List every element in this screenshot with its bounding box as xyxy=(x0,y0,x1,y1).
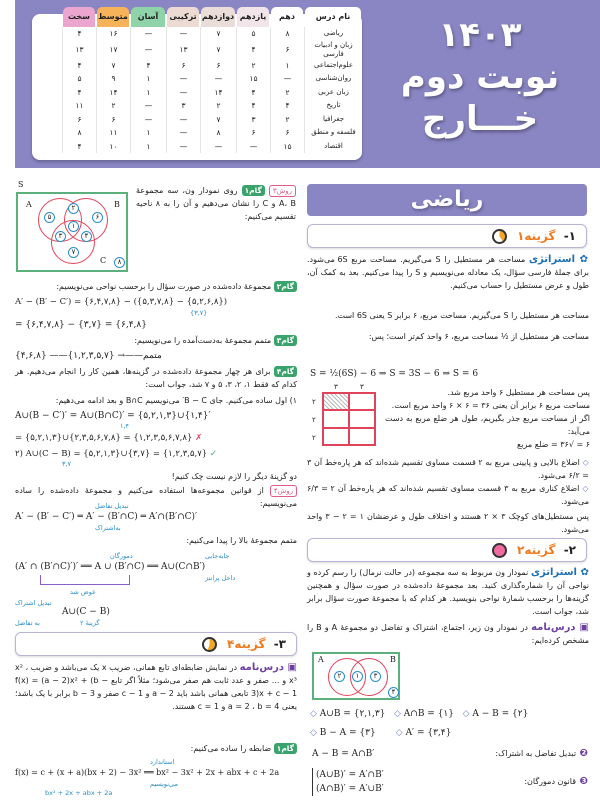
q2-lesson xyxy=(307,621,589,647)
q3-number: ۳- xyxy=(273,637,286,651)
table-cell: ۱ xyxy=(130,140,166,154)
grid-top-label: ۳ xyxy=(334,383,338,391)
table-cell: — xyxy=(236,140,270,154)
table-cell: ۶ xyxy=(62,113,96,127)
exam-location: خـــارج xyxy=(421,99,539,139)
option1-eq1: A∪(B − C′)′ = A∪(B∩C)′ = {۵,۲,۱,۳}∪{۱,۴}′ xyxy=(15,411,211,421)
table-cell: — xyxy=(200,72,236,86)
table-cell: — xyxy=(166,27,200,41)
region-number: ۱ xyxy=(352,671,363,682)
label-c: C xyxy=(100,256,107,265)
hatched-rectangle xyxy=(323,393,349,410)
q3-answer-bar xyxy=(15,632,297,656)
q2-lesson-text: در نمودار ون زیر، اجتماع، اشتراک و تفاضل دو مجموعهٔ A و B را مشخص کرده‌ایم: xyxy=(307,623,589,645)
table-cell: ۱۵ xyxy=(270,140,304,154)
table-row-label: ریاضی xyxy=(304,27,362,41)
table-cell: ۴ xyxy=(62,59,96,73)
q1-number: ۱- xyxy=(563,229,576,243)
method4-eq2: (A′ ∩ (B′∩C)′)′ ══ A ∪ (B′∩C) ══ A∪(C∩B′) xyxy=(15,562,206,572)
subject-title: ریاضی xyxy=(307,184,587,216)
option2-eq: ۲) A∪(C − B) = {۵,۲,۱,۳}∪{۳,۷} = {۱,۲,۳,۵,۷} ✓ xyxy=(15,449,218,459)
q1-line2: مساحت هر مستطیل از ½ مساحت مربع، ۶ واحد کم‌تر است؛ پس: xyxy=(368,332,589,341)
step-badge: گام۱ xyxy=(274,743,297,754)
region-number: ۸ xyxy=(114,257,125,268)
table-cell: ۱۳ xyxy=(62,41,96,59)
table-cell: ۱۴ xyxy=(96,86,130,100)
region-number: ۶ xyxy=(92,212,103,223)
table-cell: ۳ xyxy=(166,99,200,113)
table-cell: ۱۶ xyxy=(96,27,130,41)
arrow-label-top: تبدیل تفاضل xyxy=(95,502,129,510)
table-cell: ۲ xyxy=(270,86,304,100)
method4-text: روش۴ از قوانین مجموعه‌ها استفاده می‌کنیم و مجموعهٔ داده‌شده را ساده می‌نویسیم: xyxy=(15,486,297,508)
table-cell: — xyxy=(166,72,200,86)
q1-para-line: اگر از مساحت مربع جذر بگیریم، طول هر ضلع مربع به دست می‌آید: xyxy=(385,414,590,436)
table-cell: ۴ xyxy=(270,99,304,113)
table-cell: ۲ xyxy=(236,59,270,73)
set-facts: ◇ A∪B = {۲,۱,۳} ◇ A∩B = {۱} ◇ A − B = {۲} xyxy=(310,709,529,719)
region-number: ۲ xyxy=(68,203,79,214)
exam-year: ۱۴۰۳ xyxy=(438,15,522,55)
eq3-label-bottom: به تفاضل xyxy=(15,619,40,627)
demorgan-eq2: (A∩B)′ = A′∪B′ xyxy=(316,784,384,794)
q1-paragraph xyxy=(385,386,590,451)
step-badge: گام۴ xyxy=(274,366,297,377)
q3-brace: bx² + 2x + abx + 2a xyxy=(45,789,113,797)
q2-number: ۲- xyxy=(563,543,576,557)
swap-label-top: جابه‌جایی xyxy=(205,552,230,560)
q1-answer: گزینه۱ xyxy=(517,229,556,243)
label-s: S xyxy=(18,180,24,189)
grid-cell xyxy=(323,428,349,445)
q1-para-line: پس مساحت هر مستطیل ۶ واحد مربع شد. xyxy=(447,388,590,397)
table-cell: — xyxy=(166,113,200,127)
q1-answer-bar xyxy=(307,224,587,248)
q1-line1: مساحت هر مستطیل را S می‌گیریم. مساحت مربع، ۶ برابر S یعنی 6S است. xyxy=(334,311,589,320)
table-cell: ۸ xyxy=(62,126,96,140)
table-cell: ۱۰ xyxy=(96,140,130,154)
table-cell: — xyxy=(200,140,236,154)
q1-bullets xyxy=(307,456,589,536)
table-cell: ۲ xyxy=(200,99,236,113)
option1-text: ۱) اول ساده می‌کنیم. جای B − C′ می‌نویسیم B∩C و بعد ادامه می‌دهیم: xyxy=(55,396,297,405)
table-cell: ۵ xyxy=(236,27,270,41)
fact-union: A∪B = {۲,۱,۳} xyxy=(319,709,386,719)
table-cell: — xyxy=(166,140,200,154)
eq3-note: گزینهٔ ۲ xyxy=(80,619,100,627)
table-cell: ۸ xyxy=(200,126,236,140)
table-header: نام درس xyxy=(305,7,361,27)
table-cell: ۸ xyxy=(270,27,304,41)
table-cell: ۶ xyxy=(200,59,236,73)
table-row-label: جغرافیا xyxy=(304,113,362,127)
table-cell: ۱۴ xyxy=(200,86,236,100)
table-cell: ۴ xyxy=(62,140,96,154)
fact-complement: A′ = {۳,۴} xyxy=(405,728,452,738)
table-header: سخت xyxy=(63,7,95,27)
q1-conclusion: پس مستطیل‌های کوچک ۳ × ۲ هستند و اختلاف طول و عرضشان ۱ = ۲ − ۳ واحد می‌شود. xyxy=(307,512,590,534)
option1-eq2: = {۵,۲,۱,۳}∪{۲,۳,۵,۶,۷,۸} = {۱,۲,۳,۵,۶,۷,۸} ✗ xyxy=(15,433,203,443)
table-row-label: تاریخ xyxy=(304,99,362,113)
table-cell: ۷ xyxy=(200,41,236,59)
table-cell: — xyxy=(130,113,166,127)
table-cell: ۱۱ xyxy=(62,99,96,113)
table-cell: ۴ xyxy=(236,99,270,113)
table-header: دهم xyxy=(271,7,303,27)
table-cell: ۱۱ xyxy=(96,126,130,140)
table-cell: ۴ xyxy=(62,27,96,41)
swap-arrow xyxy=(40,575,130,585)
table-row-label: زبان عربی xyxy=(304,86,362,100)
grid-top-label: ۳ xyxy=(360,383,364,391)
demorgan-label: دمورگان xyxy=(110,552,133,560)
grid-cell xyxy=(349,410,375,427)
table-cell: ۶ xyxy=(236,126,270,140)
fact-difference: A − B = {۲} xyxy=(472,709,529,719)
strategy-label: ✿ استراتژی xyxy=(528,254,590,265)
exam-session: نوبت دوم xyxy=(400,57,560,97)
rule2-label: ❷ تبدیل تفاضل به اشتراک: xyxy=(495,748,588,759)
lesson-label: ▣ درس‌نامه xyxy=(239,662,297,673)
region-number: ۳ xyxy=(55,231,66,242)
table-row-label: اقتصاد xyxy=(304,140,362,154)
label-a: A xyxy=(26,200,32,209)
table-cell: ۱ xyxy=(270,59,304,73)
q1-bullet: ◇ اضلاع بالایی و پایینی مربع به ۲ قسمت مساوی تقسیم شده‌اند که هر پاره‌خط آن ۳ = ۶/۲ می‌شود. xyxy=(307,458,589,480)
table-cell: ۱ xyxy=(130,72,166,86)
step2-eq2: = {۶,۴,۷,۸} − {۳,۷} = {۶,۴,۸} xyxy=(15,320,147,330)
q3-answer: گزینه۴ xyxy=(227,637,266,651)
table-cell: ۱۷ xyxy=(96,41,130,59)
grid-side-label: ۲ xyxy=(312,416,316,424)
swap-label-bottom: داخل پرانتز xyxy=(205,574,236,582)
venn-diagram-two-sets xyxy=(312,652,400,700)
q1-strategy-text: مساحت هر مستطیل را S می‌گیریم. مساحت مربع 6S می‌شود. برای جملهٔ فارسی سؤال، یک معادله می‌نویسیم و S را پیدا می‌کنیم. بعد به کمک آن، طول و عرض مستطیل را حساب می‌کنیم. xyxy=(307,255,590,290)
rule3-label: ❸ قانون دمورگان: xyxy=(524,776,588,787)
table-row-label: علوم‌اجتماعی xyxy=(304,59,362,73)
set-facts-2: ◇ B − A = {۳} ◇ A′ = {۳,۴} xyxy=(310,728,452,738)
table-cell: — xyxy=(130,99,166,113)
venn-diagram-three-sets xyxy=(16,192,128,272)
q1-equation: S = ½(6S) − 6 ⇒ S = 3S − 6 ⇒ S = 6 xyxy=(310,369,479,379)
option1-brace: ۱,۴ xyxy=(120,422,130,430)
grid-side-label: ۲ xyxy=(312,434,316,442)
table-cell: ۴ xyxy=(236,86,270,100)
region-number: ۲ xyxy=(334,671,345,682)
step-badge: گام۳ xyxy=(274,335,297,346)
fact-intersection: A∩B = {۱} xyxy=(403,709,454,719)
table-cell: ۱ xyxy=(130,86,166,100)
option2-brace: ۳,۷ xyxy=(62,460,72,468)
q2-answer: گزینه۲ xyxy=(517,543,556,557)
q3-equation: f(x) = c + (x + a)(bx + 2) − 3x² ══ bx² − 3x² + 2x + abx + c + 2a xyxy=(15,768,280,777)
table-header: آسان xyxy=(131,7,165,27)
method4-eq3: A∪(C − B) xyxy=(62,607,110,617)
table-cell: ۱۳ xyxy=(166,41,200,59)
table-cell: ۶ xyxy=(166,59,200,73)
grid-cell xyxy=(323,410,349,427)
table-row-label: زبان و ادبیات فارسی xyxy=(304,41,362,59)
check-mark-icon: ✓ xyxy=(209,449,218,459)
table-header: متوسط xyxy=(97,7,129,27)
lesson-label: ▣ درس‌نامه xyxy=(531,622,589,633)
step-badge: گام۲ xyxy=(274,281,297,292)
table-cell: ۵ xyxy=(62,72,96,86)
swap-note: عوض شد xyxy=(70,588,97,596)
region-number: ۴ xyxy=(388,687,399,698)
table-cell: ۳ xyxy=(236,113,270,127)
table-cell: — xyxy=(270,72,304,86)
table-row-label: روان‌شناسی xyxy=(304,72,362,86)
region-number: ۴ xyxy=(81,231,92,242)
q2-strategy-text: نمودار ون مربوط به سه مجموعه (در حالت نرمال) را رسم کرده و نواحی آن را شماره‌گذاری کنید. بعد مجموعهٔ داده‌شده در صورت سؤال و همچنین گزینه‌ها را برحسب شمارهٔ نواحی بنویسید. هر کدام که با مجموعهٔ صورت سؤال برابر شد، جواب است. xyxy=(307,568,589,616)
grid-side-label: ۲ xyxy=(312,398,316,406)
q3-step1: گام۱ ضابطه را ساده می‌کنیم: xyxy=(15,742,297,755)
clock-icon xyxy=(492,229,507,244)
exam-title xyxy=(385,14,575,140)
table-cell: ۷ xyxy=(96,59,130,73)
q3-arrow-top: استاندارد xyxy=(150,758,175,766)
label-b: B xyxy=(390,655,396,664)
step-badge: گام۱ xyxy=(242,185,265,196)
step3-text: گام۳ متمم مجموعهٔ به‌دست‌آمده را می‌نویسیم: xyxy=(15,334,297,347)
table-cell: ۱ xyxy=(130,126,166,140)
q2-answer-bar xyxy=(307,538,587,562)
method4-eq1: A′ − (B′ − C′) ═ A′ − (B′∩C) ═ A′∩(B′∩C)′ xyxy=(15,512,198,522)
table-header: دوازدهم xyxy=(201,7,235,27)
table-cell: ۴ xyxy=(130,59,166,73)
label-a: A xyxy=(318,655,324,664)
eq3-label-top: تبدیل اشتراک xyxy=(15,599,52,607)
region-number: ۷ xyxy=(68,247,79,258)
step3-eq: {۴,۶,۸} ——متمم——→ {۱,۲,۳,۵,۷} xyxy=(15,351,162,361)
step1-text: روش۳ گام۱ روی نمودار ون، سه مجموعهٔ A، B و C را نشان می‌دهیم و آن را به ۸ ناحیه تقسیم می‌کنیم: xyxy=(136,186,296,221)
table-cell: ۶ xyxy=(270,41,304,59)
stats-table xyxy=(32,7,362,153)
q1-strategy xyxy=(307,253,589,292)
rule2-eq: A − B = A∩B′ xyxy=(312,749,375,759)
skip-text: دو گزینهٔ دیگر را لازم نیست چک کنیم! xyxy=(171,472,297,481)
q2-strategy xyxy=(307,566,589,618)
table-header: یازدهم xyxy=(237,7,269,27)
q3-arrow-bottom: می‌نویسیم xyxy=(150,780,178,788)
step2-brace: {۳,۷} xyxy=(190,309,208,317)
alarm-clock-icon xyxy=(492,543,507,558)
method-badge: روش۴ xyxy=(270,485,297,497)
fact-b-minus-a: B − A = {۳} xyxy=(319,728,376,738)
region-number: ۵ xyxy=(44,212,55,223)
q3-lesson-text: در نمایش ضابطه‌ای تابع همانی، ضریب x یک می‌باشد و ضریب x² ، x³ و ... صفر و عدد ثابت هم صفر می‌شود؛ مثلاً اگر تابع f(x) = (a − 2)x² + (b − 3)x + c − 1 تابعی همانی باشد باید a − 2 و c − 1 صفر و b − 3 برابر با یک باشد؛ یعنی a = 2 ، b = 4 و c = 1 هستند. xyxy=(15,663,298,711)
demorgan-eq1: (A∪B)′ = A′∩B′ xyxy=(316,770,384,780)
table-cell: ۱۵ xyxy=(236,72,270,86)
method-badge: روش۳ xyxy=(269,185,296,197)
square-grid-diagram xyxy=(322,392,376,446)
table-header: ترکیبی xyxy=(167,7,199,27)
table-cell: ۲ xyxy=(96,99,130,113)
clock-icon xyxy=(202,637,217,652)
strategy-label: ✿ استراتژی xyxy=(530,567,589,578)
table-cell: ۴ xyxy=(62,86,96,100)
q1-para-line: ۶ = √۳۶ = ضلع مربع xyxy=(517,440,590,449)
arrow-label-bottom: به‌اشتراک xyxy=(95,524,121,532)
table-cell: — xyxy=(130,27,166,41)
step4-text: گام۴ برای هر چهار مجموعهٔ داده‌شده در گزینه‌ها، همین کار را انجام می‌دهیم. هر کدام که فقط ۱، ۲، ۳، ۵ و ۷ شد، جواب است: xyxy=(15,367,297,389)
region-number: ۳ xyxy=(370,671,381,682)
step2-text: گام۲ مجموعهٔ داده‌شده در صورت سؤال را برحسب نواحی می‌نویسیم: xyxy=(15,280,297,293)
rule3-eqs xyxy=(312,768,384,796)
label-b: B xyxy=(114,200,120,209)
q3-lesson xyxy=(15,661,297,713)
grid-cell xyxy=(349,393,375,410)
region-number: ۱ xyxy=(68,221,79,232)
table-cell: ۹ xyxy=(96,72,130,86)
q1-bullet: ◇ اضلاع کناری مربع به ۳ قسمت مساوی تقسیم شده‌اند که هر پاره‌خط آن ۲ = ۶/۳ می‌شود. xyxy=(307,484,589,506)
table-cell: — xyxy=(130,41,166,59)
method4-text2: متمم مجموعهٔ بالا را پیدا می‌کنیم: xyxy=(186,536,297,545)
table-cell: ۷ xyxy=(200,27,236,41)
step2-eq1: A′ − (B′ − C′) = {۶,۴,۷,۸} − ({۵,۳,۷,۸} − {۵,۲,۶,۸}) xyxy=(15,297,228,307)
table-cell: ۴ xyxy=(236,41,270,59)
table-cell: — xyxy=(166,126,200,140)
grid-cell xyxy=(349,428,375,445)
table-cell: ۷ xyxy=(200,113,236,127)
table-row-label: فلسفه و منطق xyxy=(304,126,362,140)
table-cell: ۲ xyxy=(270,113,304,127)
q1-para-line: مساحت مربع ۶ برابر آن یعنی ۳۶ = ۶ × ۶ واحد مربع است. xyxy=(391,401,590,410)
wrong-mark-icon: ✗ xyxy=(195,433,203,443)
table-cell: ۶ xyxy=(270,126,304,140)
table-cell: ۶ xyxy=(96,113,130,127)
table-cell: — xyxy=(166,86,200,100)
